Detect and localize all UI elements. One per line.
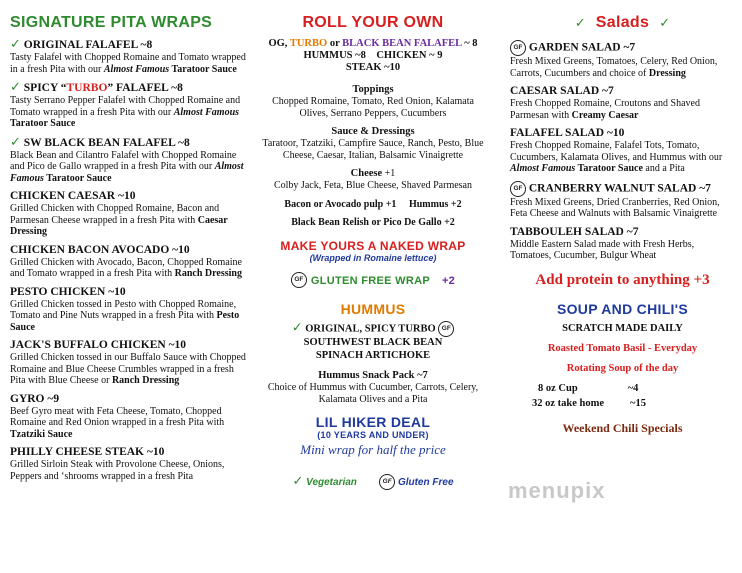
section-title-roll-your-own: ROLL YOUR OWN xyxy=(302,14,444,31)
vegetarian-icon: ✓ xyxy=(10,80,21,95)
gluten-free-icon: GF xyxy=(438,321,454,337)
vegetarian-icon: ✓ xyxy=(574,16,586,31)
toppings-section: Toppings Chopped Romaine, Tomato, Red Onion, Kalamata Olives, Serrano Peppers, Cucumbers xyxy=(272,84,474,119)
menu-item: GF CRANBERRY WALNUT SALAD ~7 Fresh Mixed Greens, Dried Cranberries, Red Onion, Feta Cheese and Walnuts with Balsamic Vinaigrette xyxy=(510,182,720,219)
menu-item: PHILLY CHEESE STEAK ~10 Grilled Sirloin Steak with Provolone Cheese, Onions, Peppers and ‘shrooms wrapped in a fresh Pita xyxy=(10,446,225,482)
vegetarian-icon: ✓ xyxy=(292,474,304,489)
gluten-free-icon: GF xyxy=(510,40,526,56)
vegetarian-icon: ✓ xyxy=(10,37,21,52)
watermark: menupix xyxy=(508,478,606,503)
lil-hiker-title: LIL HIKER DEAL xyxy=(315,414,431,430)
section-title-signature-wraps: SIGNATURE PITA WRAPS xyxy=(10,14,213,31)
menu-item: GF GARDEN SALAD ~7 Fresh Mixed Greens, Tomatoes, Celery, Red Onion, Carrots, Cucumbers and choice of Dressing xyxy=(510,41,718,79)
menu-item: PESTO CHICKEN ~10 Grilled Chicken tossed in Pesto with Chopped Romaine, Tomato and Pine Nuts wrapped in a fresh Pita with Pesto Sauce xyxy=(10,285,240,333)
vegetarian-icon: ✓ xyxy=(659,16,671,31)
menu-item: CAESAR SALAD ~7 Fresh Chopped Romaine, Croutons and Shaved Parmesan with Creamy Caesar xyxy=(510,85,700,121)
gluten-free-icon: GF xyxy=(510,181,526,197)
legend: ✓ Vegetarian GF Gluten Free xyxy=(292,474,454,489)
menu-item: ✓ SW BLACK BEAN FALAFEL ~8 Black Bean and Cilantro Falafel with Chopped Romaine and Pico de Gallo wrapped in a fresh Pita with our Almost Famous Taratoor Sauce xyxy=(10,134,244,184)
hummus-flavors: ✓ ORIGINAL, SPICY TURBO GF SOUTHWEST BLACK BEAN SPINACH ARTICHOKE xyxy=(258,321,488,362)
cup-price-row: 8 oz Cup ~4 xyxy=(538,382,639,394)
menu-item: TABBOULEH SALAD ~7 Middle Eastern Salad made with Fresh Herbs, Tomatoes, Cucumber, Bulgur Wheat xyxy=(510,225,695,261)
signature-pita-wraps-column xyxy=(10,0,248,573)
salads-column: ✓ Salads ✓ GF GARDEN SALAD ~7 Fresh Mixed Greens, Tomatoes, Celery, Red Onion, Carrots, Cucumbers and choice of Dressing CAESAR SALAD ~7 Fresh Chopped Romaine, Croutons and Shaved Parmesan with Creamy Caesar FALAFEL SALAD ~10 Fresh Chopped Romaine, Falafel Tots, Tomato, Cucumbers, Kalamata Olives, and Hummus with our Almost Famous Taratoor Sauce and a Pita GF CRANBERRY WALNUT SALAD ~7 Fresh Mixed Greens, Dried Cranberries, Red Onion, Feta Cheese and Walnuts with Balsamic Vinaigrette TABBOULEH SALAD ~7 Middle Eastern Salad made with Fresh Herbs, Tomatoes, Cucumber, Bulgur Wheat Add protein to anything +3 SOUP AND CHILI'S SCRATCH MADE DAILY Roasted Tomato Basil - Everyday Rotating Soup of the day 8 oz Cup ~4 32 oz take home ~15 Weekend Chili Specials xyxy=(510,0,735,573)
menu-item: JACK'S BUFFALO CHICKEN ~10 Grilled Chicken tossed in our Buffalo Sauce with Chopped Romaine and Blue Cheese Crumbles wrapped in a fresh Pita with Blue Cheese or Ranch Dressing xyxy=(10,339,246,386)
add-protein-note: Add protein to anything +3 xyxy=(535,271,710,288)
sauce-section: Sauce & Dressings Taratoor, Tzatziki, Campfire Sauce, Ranch, Pesto, Blue Cheese, Caesar, Italian, Balsamic Vinaigrette xyxy=(262,126,484,161)
menu-item: ✓ ORIGINAL FALAFEL ~8 Tasty Falafel with Chopped Romaine and Tomato wrapped in a fresh Pita with our Almost Famous Taratoor Sauce xyxy=(10,37,246,75)
section-title-soup: SOUP AND CHILI'S xyxy=(556,300,689,317)
vegetarian-icon: ✓ xyxy=(10,134,21,150)
gluten-free-icon: GF xyxy=(379,474,395,490)
menu-item: GYRO ~9 Beef Gyro meat with Feta Cheese, Tomato, Chopped Romaine and Red Onion wrapped in a fresh Pita with Tzatziki Sauce xyxy=(10,392,225,440)
naked-wrap-title: MAKE YOURS A NAKED WRAP xyxy=(280,239,466,253)
menu-item: CHICKEN BACON AVOCADO ~10 Grilled Chicken with Avocado, Bacon, Chopped Romaine and Tomato wrapped in a fresh Pita with Ranch Dressing xyxy=(10,243,242,279)
gluten-free-icon: GF xyxy=(291,272,307,288)
menu-item: ✓ SPICY “TURBO” FALAFEL ~8 Tasty Serrano Pepper Falafel with Chopped Romaine and Tomato wrapped in a fresh Pita with our Almost Famous Taratoor Sauce xyxy=(10,80,241,129)
gluten-free-wrap: GF GLUTEN FREE WRAP +2 xyxy=(258,271,488,289)
menu-item: CHICKEN CAESAR ~10 Grilled Chicken with Chopped Romaine, Bacon and Parmesan Cheese wrapped in a fresh Pita with Caesar Dressing xyxy=(10,190,228,237)
roll-your-own-column: ROLL YOUR OWN OG, TURBO or BLACK BEAN FALAFEL ~ 8 HUMMUS ~8 CHICKEN ~ 9 STEAK ~10 Toppings Chopped Romaine, Tomato, Red Onion, Kalamata Olives, Serrano Peppers, Cucumbers Sauce & Dressings Taratoor, Tzatziki, Campfire Sauce, Ranch, Pesto, Blue Cheese, Caesar, Italian, Balsamic Vinaigrette Cheese +1 Colby Jack, Feta, Blue Cheese, Shaved Parmesan Bacon or Avocado pulp +1 Hummus +2 Black Bean Relish or Pico De Gallo +2 MAKE YOURS A NAKED WRAP (Wrapped in Romaine lettuce) GF GLUTEN FREE WRAP +2 HUMMUS ✓ ORIGINAL, SPICY TURBO GF SOUTHWEST BLACK BEAN SPINACH ARTICHOKE Hummus Snack Pack ~7 Choice of Hummus with Cucumber, Carrots, Celery, Kalamata Olives and a Pita LIL HIKER DEAL (10 YEARS AND UNDER) Mini wrap for half the price ✓ Vegetarian GF Gluten Free xyxy=(258,0,488,573)
item-name: ORIGINAL FALAFEL ~8 xyxy=(23,39,153,51)
section-title-salads: Salads xyxy=(595,14,650,31)
section-title-hummus: HUMMUS xyxy=(340,301,406,317)
cheese-section: Cheese +1 Colby Jack, Feta, Blue Cheese, Shaved Parmesan xyxy=(273,168,472,191)
quart-price-row: 32 oz take home ~15 xyxy=(532,397,646,409)
vegetarian-icon: ✓ xyxy=(291,320,303,336)
menu-item: FALAFEL SALAD ~10 Fresh Chopped Romaine, Falafel Tots, Tomato, Cucumbers, Kalamata Olives, and Hummus with our Almost Famous Taratoor Sauce and a Pita xyxy=(510,127,723,174)
